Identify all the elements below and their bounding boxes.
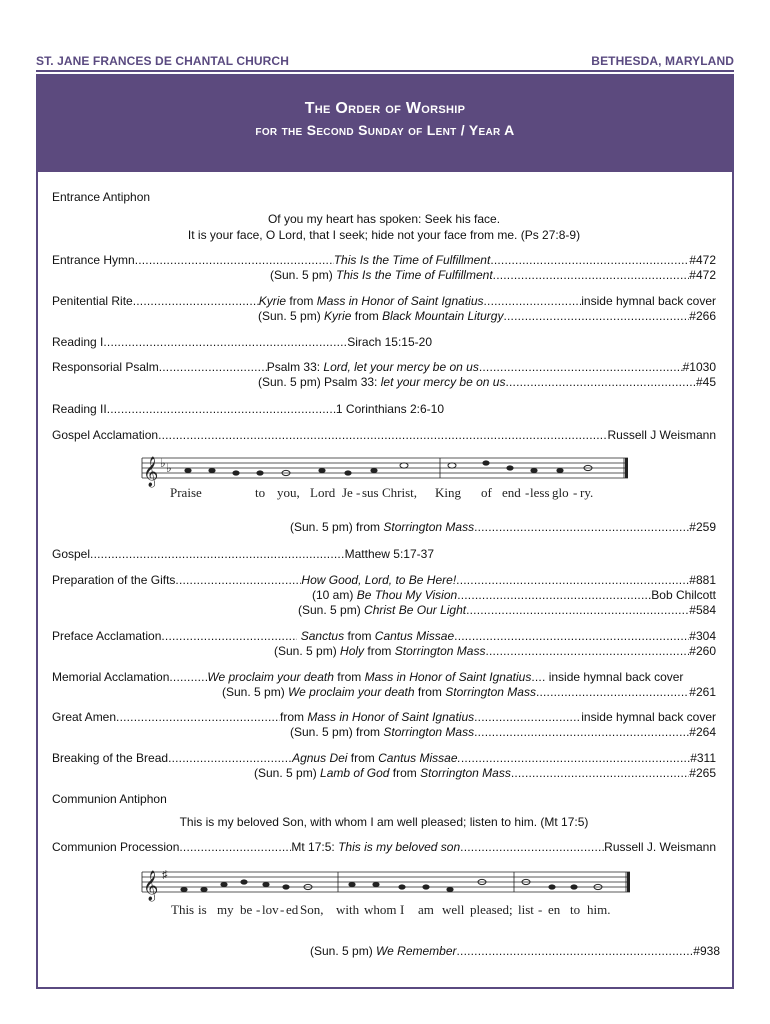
kyrie-title: Kyrie — [324, 309, 352, 323]
communion-antiphon-text: This is my beloved Son, with whom I am well pleased; listen to him. (Mt 17:5) — [179, 815, 589, 829]
lyric: - — [356, 485, 361, 500]
gospel-ref: Matthew 5:17-37 — [344, 547, 434, 561]
psalm-alt-number: #45 — [695, 375, 716, 389]
breaking-alt-row — [254, 766, 716, 780]
entrance-antiphon-line2: It is your face, O Lord, that I seek; hide not your face from me. (Ps 27:8-9) — [187, 228, 581, 242]
memorial-title: We proclaim your death — [207, 670, 334, 684]
lyric: to — [255, 485, 266, 500]
entrance-hymn-alt-row — [270, 268, 716, 282]
alt-prefix: (Sun. 5 pm) — [274, 644, 337, 658]
communion-alt-row — [310, 944, 720, 958]
preparation-10am-composer: Bob Chilcott — [651, 588, 716, 602]
hymnal-ref: inside hymnal back cover — [581, 710, 716, 724]
great-amen-alt-row — [290, 725, 716, 739]
gospel-acclamation-label: Gospel Acclamation — [52, 428, 159, 442]
psalm-label: Responsorial Psalm — [52, 360, 159, 374]
psalm-text: Lord, let your mercy be on us — [323, 360, 479, 374]
lyric: - — [280, 902, 285, 917]
church-name: ST. JANE FRANCES DE CHANTAL CHURCH — [36, 54, 289, 68]
lyric: en — [548, 902, 561, 917]
breaking-alt-title: Lamb of God — [320, 766, 390, 780]
lyric: you, — [277, 485, 300, 500]
communion-procession-label: Communion Procession — [52, 840, 180, 854]
mass-name: Cantus Missae. — [378, 751, 461, 765]
memorial-row — [52, 670, 716, 684]
preparation-title: How Good, Lord, to Be Here! — [301, 573, 457, 587]
procession-prefix: Mt 17:5: — [291, 840, 335, 854]
hymn-number: #265 — [689, 766, 716, 780]
lyric: Praise — [170, 485, 202, 500]
lyric: ed — [286, 902, 299, 917]
great-amen-row — [52, 710, 716, 724]
gospel-acclamation-row — [52, 428, 716, 442]
lyric: Son, — [300, 902, 324, 917]
communion-procession-row — [52, 840, 716, 854]
from-text: from — [347, 629, 372, 643]
preparation-10am-row — [312, 588, 716, 602]
mass-name: Storrington Mass — [383, 520, 475, 534]
lyric: This — [171, 902, 195, 917]
reading-2-row — [52, 402, 444, 416]
lyric: him. — [587, 902, 611, 917]
page-subtitle: for the Second Sunday of Lent / Year A — [255, 122, 515, 138]
from-text: from — [392, 766, 417, 780]
breaking-title: Agnus Dei — [292, 751, 348, 765]
preface-alt-row — [274, 644, 716, 658]
communion-music — [138, 864, 636, 920]
gospel-acclamation-music — [136, 452, 636, 504]
hymn-number: #304 — [689, 629, 716, 643]
preparation-alt-row — [298, 603, 716, 617]
psalm-prefix: Psalm 33: — [266, 360, 321, 374]
hymnal-ref: inside hymnal back cover — [548, 670, 684, 684]
entrance-hymn-title: This Is the Time of Fulfillment — [333, 253, 491, 267]
treble-clef-icon: 𝄞 — [143, 457, 159, 486]
lyric: - — [525, 485, 530, 500]
mass-name: Mass in Honor of Saint Ignatius — [316, 294, 484, 308]
header-rule — [36, 70, 734, 72]
alt-prefix: (Sun. 5 pm) — [258, 309, 321, 323]
psalm-alt-row — [258, 375, 716, 389]
lyric: sus — [362, 485, 379, 500]
title-banner — [38, 76, 732, 172]
gospel-label: Gospel — [52, 547, 91, 561]
great-amen-label: Great Amen — [52, 710, 117, 724]
reading-2-ref: 1 Corinthians 2:6-10 — [335, 402, 444, 416]
mass-name: Storrington Mass — [445, 685, 536, 699]
lyric: well — [442, 902, 465, 917]
preparation-label: Preparation of the Gifts — [52, 573, 176, 587]
lyric: - — [573, 485, 578, 500]
from-text: from — [350, 751, 375, 765]
page-header — [36, 54, 734, 68]
from-text: from — [367, 644, 392, 658]
memorial-label: Memorial Acclamation — [52, 670, 170, 684]
preparation-row — [52, 573, 716, 587]
lyric: is — [198, 902, 207, 917]
hymn-number: #260 — [689, 644, 716, 658]
lyric: end — [502, 485, 521, 500]
entrance-hymn-alt-title: This Is the Time of Fulfillment — [336, 268, 493, 282]
breaking-row — [52, 751, 716, 765]
penitential-rite-label: Penitential Rite — [52, 294, 133, 308]
church-location: BETHESDA, MARYLAND — [591, 54, 734, 68]
memorial-alt-title: We proclaim your death — [288, 685, 415, 699]
mass-name: Storrington Mass — [383, 725, 475, 739]
reading-1-label: Reading I — [52, 335, 104, 349]
reading-2-label: Reading II — [52, 402, 107, 416]
lyric: - — [256, 902, 261, 917]
preface-alt-title: Holy — [340, 644, 365, 658]
lyric: my — [217, 902, 234, 917]
alt-prefix: (Sun. 5 pm) — [298, 603, 361, 617]
hymn-number: #938 — [693, 944, 720, 958]
alt-prefix: (Sun. 5 pm) Psalm 33: — [258, 375, 378, 389]
lyric: whom — [364, 902, 397, 917]
alt-prefix: (Sun. 5 pm) from — [290, 520, 381, 534]
mass-name: Storrington Mass — [394, 644, 486, 658]
gospel-acclamation-alt-row — [290, 520, 716, 534]
from-text: from — [356, 725, 381, 739]
lyric: Christ, — [382, 485, 418, 500]
svg-text:♯: ♯ — [162, 869, 168, 881]
hymn-number: #266 — [689, 309, 716, 323]
preparation-10am-title: Be Thou My Vision — [356, 588, 458, 602]
from-text: from — [417, 685, 442, 699]
lyric: less — [530, 485, 550, 500]
entrance-antiphon-label: Entrance Antiphon — [52, 190, 151, 204]
page-title: The Order of Worship — [304, 100, 466, 117]
lyric: Lord — [310, 485, 336, 500]
entrance-hymn-number: #472 — [689, 253, 717, 267]
lyric: I — [400, 902, 405, 917]
preface-title: Sanctus — [300, 629, 345, 643]
lyric: ry. — [580, 485, 594, 500]
entrance-hymn-alt-number: #472 — [689, 268, 716, 282]
alt-prefix: (Sun. 5 pm) — [310, 944, 373, 958]
preface-label: Preface Acclamation — [52, 629, 162, 643]
alt-prefix: (Sun. 5 pm) — [290, 725, 353, 739]
lyric: pleased; — [470, 902, 513, 917]
preface-row — [52, 629, 716, 643]
alt-prefix: (Sun. 5 pm) — [254, 766, 317, 780]
mass-name: Cantus Missae — [374, 629, 455, 643]
svg-text:♭: ♭ — [166, 461, 172, 475]
preparation-number: #881 — [689, 573, 716, 587]
psalm-alt-text: let your mercy be on us — [380, 375, 506, 389]
svg-text:♭: ♭ — [160, 456, 166, 470]
procession-title: This is my beloved son — [338, 840, 461, 854]
breaking-label: Breaking of the Bread — [52, 751, 169, 765]
hymnal-ref: inside hymnal back cover — [581, 294, 716, 308]
hymn-number: #311 — [690, 751, 716, 765]
lyric: - — [538, 902, 543, 917]
entrance-hymn-row — [52, 253, 716, 267]
lyric: of — [481, 485, 492, 500]
mass-name: Storrington Mass — [420, 766, 511, 780]
lyric: with — [336, 902, 360, 917]
treble-clef-icon: 𝄞 — [143, 871, 159, 900]
hymn-number: #259 — [689, 520, 716, 534]
alt-prefix: (Sun. 5 pm) — [222, 685, 285, 699]
alt-prefix: (10 am) — [312, 588, 354, 602]
penitential-rite-alt-row — [258, 309, 716, 323]
from-text: from — [280, 710, 305, 724]
communion-antiphon-label: Communion Antiphon — [52, 792, 167, 806]
kyrie-title: Kyrie — [258, 294, 287, 308]
reading-1-row — [52, 335, 432, 349]
entrance-antiphon-line1: Of you my heart has spoken: Seek his face. — [267, 212, 501, 226]
psalm-row — [52, 360, 716, 374]
gospel-acclamation-composer: Russell J Weismann — [607, 428, 716, 442]
lyric: be — [240, 902, 253, 917]
lyric: Je — [342, 485, 353, 500]
lyric: King — [435, 485, 461, 500]
mass-name: Mass in Honor of Saint Ignatius — [307, 710, 475, 724]
from-text: from — [337, 670, 362, 684]
memorial-alt-row — [222, 685, 716, 699]
hymn-number: #261 — [689, 685, 716, 699]
penitential-rite-row — [52, 294, 716, 308]
procession-composer: Russell J. Weismann — [604, 840, 716, 854]
lyric: am — [418, 902, 434, 917]
reading-1-ref: Sirach 15:15-20 — [347, 335, 432, 349]
preparation-alt-title: Christ Be Our Light — [364, 603, 467, 617]
lyric: glo — [552, 485, 569, 500]
from-text: from — [289, 294, 314, 308]
entrance-hymn-label: Entrance Hymn — [52, 253, 135, 267]
gospel-row — [52, 547, 434, 561]
from-text: from — [354, 309, 379, 323]
mass-name: Black Mountain Liturgy — [382, 309, 504, 323]
alt-prefix: (Sun. 5 pm) — [270, 268, 333, 282]
lyric: lov — [262, 902, 279, 917]
psalm-number: #1030 — [682, 360, 716, 374]
communion-alt-title: We Remember — [376, 944, 457, 958]
lyric: list — [518, 902, 534, 917]
preparation-alt-number: #584 — [689, 603, 716, 617]
mass-name: Mass in Honor of Saint Ignatius — [364, 670, 532, 684]
hymn-number: #264 — [689, 725, 716, 739]
lyric: to — [570, 902, 581, 917]
